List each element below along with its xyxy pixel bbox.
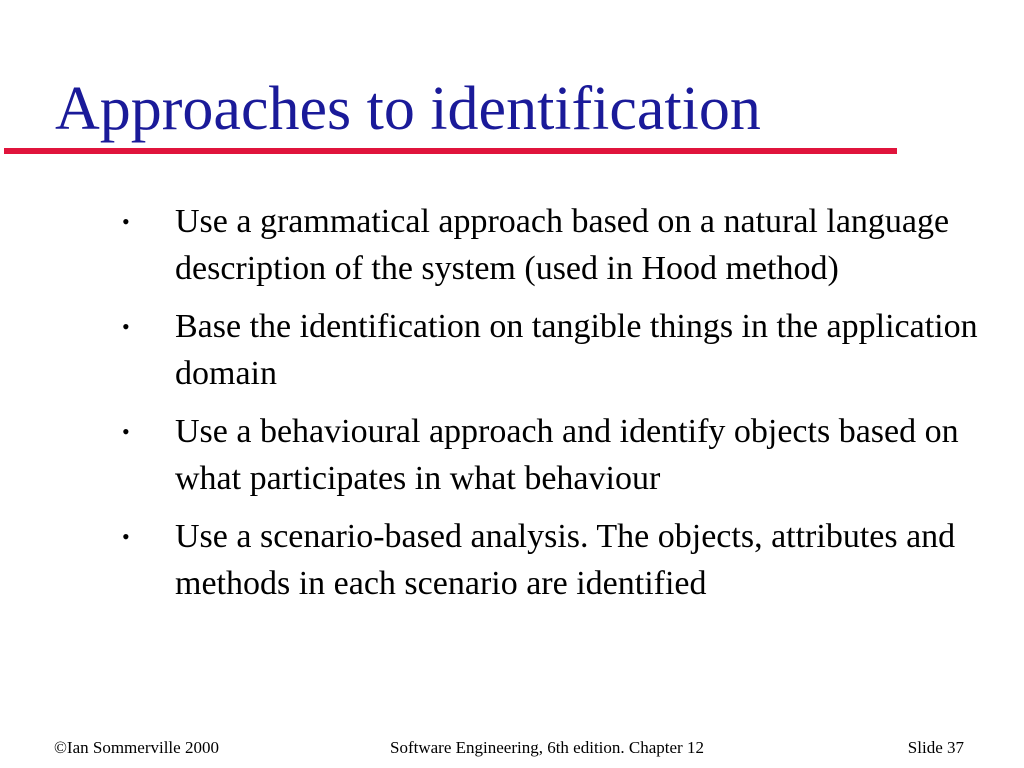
bullet-item: [118, 303, 998, 397]
bullet-text: Use a behavioural approach and identify objects based on what participates in what behaviour: [175, 413, 959, 497]
footer-book-title: Software Engineering, 6th edition. Chapter 12: [390, 738, 704, 757]
bullet-text: Base the identification on tangible things in the application domain: [175, 308, 978, 392]
bullet-dot-icon: •: [122, 314, 130, 339]
bullet-item: [118, 513, 998, 607]
title-underline-rule: [4, 148, 897, 154]
bullet-dot-icon: •: [122, 419, 130, 444]
bullet-item: [118, 408, 998, 502]
bullet-item: [118, 198, 998, 292]
bullet-list: [118, 198, 998, 618]
footer-copyright: ©Ian Sommerville 2000: [54, 738, 219, 757]
bullet-text: Use a grammatical approach based on a natural language description of the system (used in Hood method): [175, 203, 950, 287]
bullet-dot-icon: •: [122, 209, 130, 234]
bullet-dot-icon: •: [122, 524, 130, 549]
bullet-text: Use a scenario-based analysis. The objects, attributes and methods in each scenario are identified: [175, 518, 956, 602]
slide-title: Approaches to identification: [55, 75, 761, 143]
footer-slide-number: Slide 37: [907, 738, 964, 757]
